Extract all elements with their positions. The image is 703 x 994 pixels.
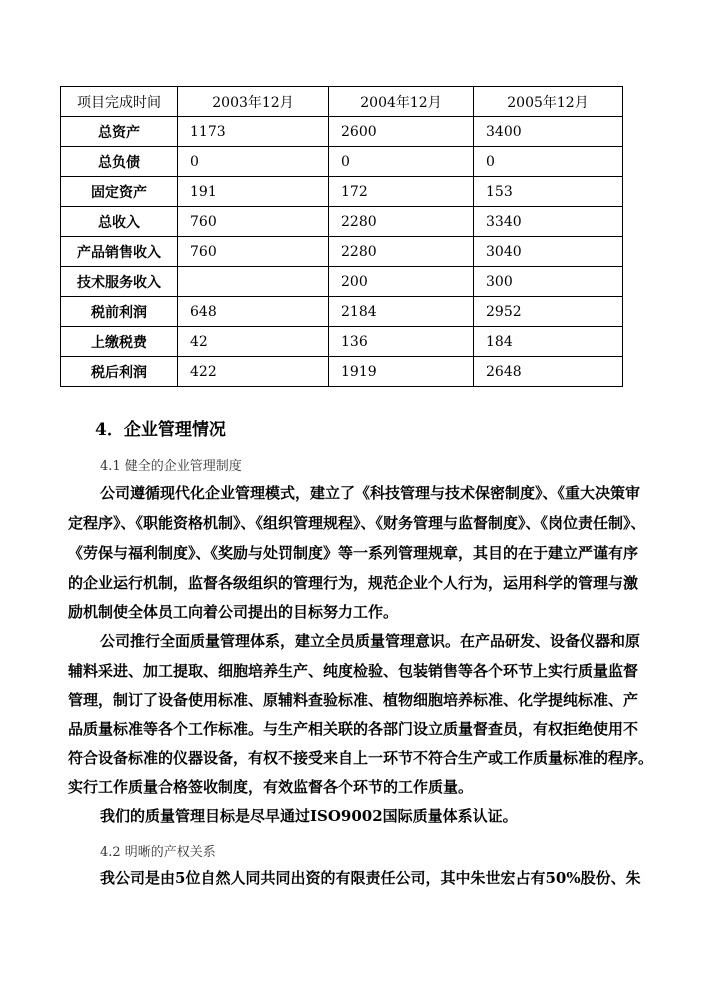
table-cell: 0: [474, 147, 623, 177]
table-header-row: [61, 87, 623, 117]
paragraph-line: 品质量标准等各个工作标准。与生产相关联的各部门设立质量督查员，有权拒绝使用不: [68, 720, 639, 738]
subsection-title: 4.1 健全的企业管理制度: [100, 459, 242, 474]
table-row: [61, 267, 623, 297]
paragraph-line: 公司推行全面质量管理体系，建立全员质量管理意识。在产品研发、设备仪器和原: [100, 632, 641, 650]
table-cell: 760: [178, 207, 329, 237]
table-cell: 3400: [474, 117, 623, 147]
paragraph-line: 我公司是由5位自然人同共同出资的有限责任公司，其中朱世宏占有50%股份、朱: [100, 869, 641, 887]
table-cell: 2600: [329, 117, 474, 147]
table-cell: 191: [178, 177, 329, 207]
table-cell: [178, 267, 329, 297]
table-cell: 3340: [474, 207, 623, 237]
table-row: [61, 177, 623, 207]
table-cell: 2280: [329, 207, 474, 237]
table-row: [61, 237, 623, 267]
paragraph-line: 我们的质量管理目标是尽早通过ISO9002国际质量体系认证。: [100, 807, 518, 825]
table-row: [61, 147, 623, 177]
row-label: 上缴税费: [61, 327, 178, 357]
row-label: 固定资产: [61, 177, 178, 207]
table-cell: 3040: [474, 237, 623, 267]
row-label: 税后利润: [61, 357, 178, 387]
table-row: [61, 297, 623, 327]
paragraph-line: 《劳保与福利制度》、《奖励与处罚制度》等一系列管理规章，其目的在于建立严谨有序: [68, 544, 639, 562]
header-cell: 2003年12月: [178, 87, 329, 117]
header-cell: 项目完成时间: [61, 87, 178, 117]
paragraph-line: 实行工作质量合格签收制度，有效监督各个环节的工作质量。: [68, 778, 474, 796]
table-cell: 2648: [474, 357, 623, 387]
table-cell: 184: [474, 327, 623, 357]
table-cell: 136: [329, 327, 474, 357]
row-label: 总负债: [61, 147, 178, 177]
table-row: [61, 357, 623, 387]
paragraph-line: 励机制使全体员工向着公司提出的目标努力工作。: [68, 603, 399, 621]
header-cell: 2005年12月: [474, 87, 623, 117]
paragraph-line: 辅料采进、加工提取、细胞培养生产、纯度检验、包装销售等各个环节上实行质量监督: [68, 662, 639, 680]
table-row: [61, 327, 623, 357]
subsection-title: 4.2 明晰的产权关系: [100, 845, 216, 860]
table-cell: 648: [178, 297, 329, 327]
table-cell: 172: [329, 177, 474, 207]
table-cell: 0: [178, 147, 329, 177]
table-cell: 42: [178, 327, 329, 357]
table-cell: 0: [329, 147, 474, 177]
row-label: 技术服务收入: [61, 267, 178, 297]
row-label: 产品销售收入: [61, 237, 178, 267]
table-cell: 200: [329, 267, 474, 297]
row-label: 总资产: [61, 117, 178, 147]
table-cell: 2184: [329, 297, 474, 327]
table-cell: 300: [474, 267, 623, 297]
paragraph-line: 符合设备标准的仪器设备，有权不接受来自上一环节不符合生产或工作质量标准的程序。: [68, 749, 654, 767]
row-label: 税前利润: [61, 297, 178, 327]
paragraph-line: 管理，制订了设备使用标准、原辅料查验标准、植物细胞培养标准、化学提纯标准、产: [68, 691, 639, 709]
table-cell: 1173: [178, 117, 329, 147]
paragraph-line: 的企业运行机制，监督各级组织的管理行为，规范企业个人行为，运用科学的管理与激: [68, 574, 639, 592]
row-label: 总收入: [61, 207, 178, 237]
paragraph-line: 定程序》、《职能资格机制》、《组织管理规程》、《财务管理与监督制度》、《岗位责任制》、: [68, 514, 646, 532]
paragraph-line: 公司遵循现代化企业管理模式，建立了《科技管理与技术保密制度》、《重大决策审: [100, 484, 641, 502]
table-cell: 153: [474, 177, 623, 207]
header-cell: 2004年12月: [329, 87, 474, 117]
financial-table: [60, 86, 623, 387]
section-title: 4．企业管理情况: [95, 420, 226, 440]
table-cell: 2952: [474, 297, 623, 327]
table-row: [61, 117, 623, 147]
table-cell: 1919: [329, 357, 474, 387]
table-cell: 422: [178, 357, 329, 387]
table-cell: 760: [178, 237, 329, 267]
table-cell: 2280: [329, 237, 474, 267]
table-row: [61, 207, 623, 237]
